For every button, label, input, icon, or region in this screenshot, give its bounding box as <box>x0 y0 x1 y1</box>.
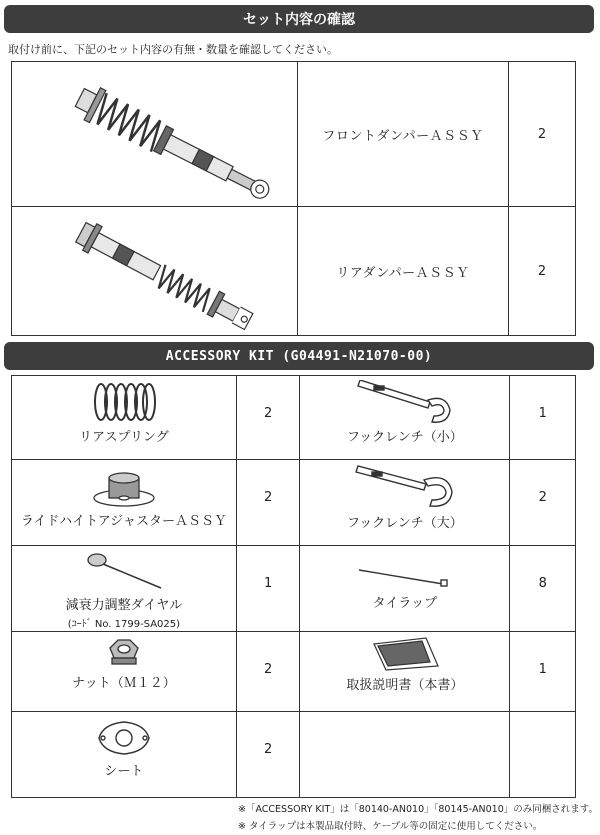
kit-item-cable-tie <box>300 546 510 632</box>
kit-item-manual <box>300 632 510 712</box>
kit-item-qty: 2 <box>236 712 300 798</box>
kit-item-code: (ｺｰﾄﾞ No. 1799-SA025) <box>67 619 181 630</box>
intro-text: 取付け前に、下記のセット内容の有無・数量を確認してください。 <box>8 43 338 56</box>
table-row <box>12 712 576 798</box>
front-damper-image-cell <box>12 62 298 207</box>
hook-wrench-small-icon <box>350 380 460 424</box>
kit-item-qty: 1 <box>510 632 576 712</box>
kit-item-empty-qty <box>510 712 576 798</box>
kit-item-rear-spring <box>12 376 237 460</box>
front-damper-illustration <box>12 62 297 202</box>
kit-item-label: フックレンチ（小） <box>347 430 463 445</box>
kit-item-damping-dial <box>12 546 237 632</box>
manual-icon <box>360 636 450 672</box>
kit-item-label: 取扱説明書（本書） <box>346 678 464 693</box>
rear-damper-qty: 2 <box>509 207 576 336</box>
table-row <box>12 460 576 546</box>
kit-item-qty: 1 <box>510 376 576 460</box>
kit-item-qty: 8 <box>510 546 576 632</box>
table-row <box>12 376 576 460</box>
spring-icon <box>89 380 159 424</box>
kit-item-qty: 1 <box>236 546 300 632</box>
rear-damper-image-cell <box>12 207 298 336</box>
footnote: ※「ACCESSORY KIT」は「80140-AN010」「80145-AN010」のみ同梱されます。 <box>238 804 599 815</box>
ride-height-adjuster-icon <box>89 464 159 508</box>
rear-damper-label: リアダンパーＡＳＳＹ <box>298 207 509 336</box>
accessory-kit-table <box>11 375 576 798</box>
table-row <box>12 632 576 712</box>
footnote: ※ タイラップは本製品取付時、ケーブル等の固定に使用してください。 <box>238 821 543 832</box>
main-items-table <box>11 61 576 336</box>
rear-damper-illustration <box>12 207 297 331</box>
kit-item-empty <box>300 712 510 798</box>
kit-item-label: リアスプリング <box>79 430 169 445</box>
seat-plate-icon <box>89 716 159 758</box>
section-header-accessory-kit: ACCESSORY KIT (G04491-N21070-00) <box>4 342 594 370</box>
kit-item-label: 減衰力調整ダイヤル <box>65 598 183 613</box>
front-damper-label: フロントダンパーＡＳＳＹ <box>298 62 509 207</box>
kit-item-qty: 2 <box>236 376 300 460</box>
hook-wrench-large-icon <box>350 464 460 510</box>
kit-item-hook-wrench-small <box>300 376 510 460</box>
table-row <box>12 546 576 632</box>
cable-tie-icon <box>355 550 455 590</box>
section-header-set-contents: セット内容の確認 <box>4 5 594 33</box>
kit-item-label: フックレンチ（大） <box>347 516 463 531</box>
damping-dial-icon <box>79 550 169 592</box>
nut-icon <box>104 636 144 670</box>
kit-item-nut <box>12 632 237 712</box>
table-row <box>12 207 576 336</box>
kit-item-label: ナット（Ｍ１２） <box>72 676 176 691</box>
kit-item-qty: 2 <box>236 632 300 712</box>
kit-item-qty: 2 <box>510 460 576 546</box>
front-damper-qty: 2 <box>509 62 576 207</box>
kit-item-hook-wrench-large <box>300 460 510 546</box>
kit-item-label: タイラップ <box>372 596 438 611</box>
table-row <box>12 62 576 207</box>
footnotes <box>238 801 598 835</box>
kit-item-ride-height-adjuster <box>12 460 237 546</box>
kit-item-label: ライドハイトアジャスターＡＳＳＹ <box>20 514 227 529</box>
kit-item-qty: 2 <box>236 460 300 546</box>
kit-item-label: シート <box>104 764 144 779</box>
kit-item-seat <box>12 712 237 798</box>
